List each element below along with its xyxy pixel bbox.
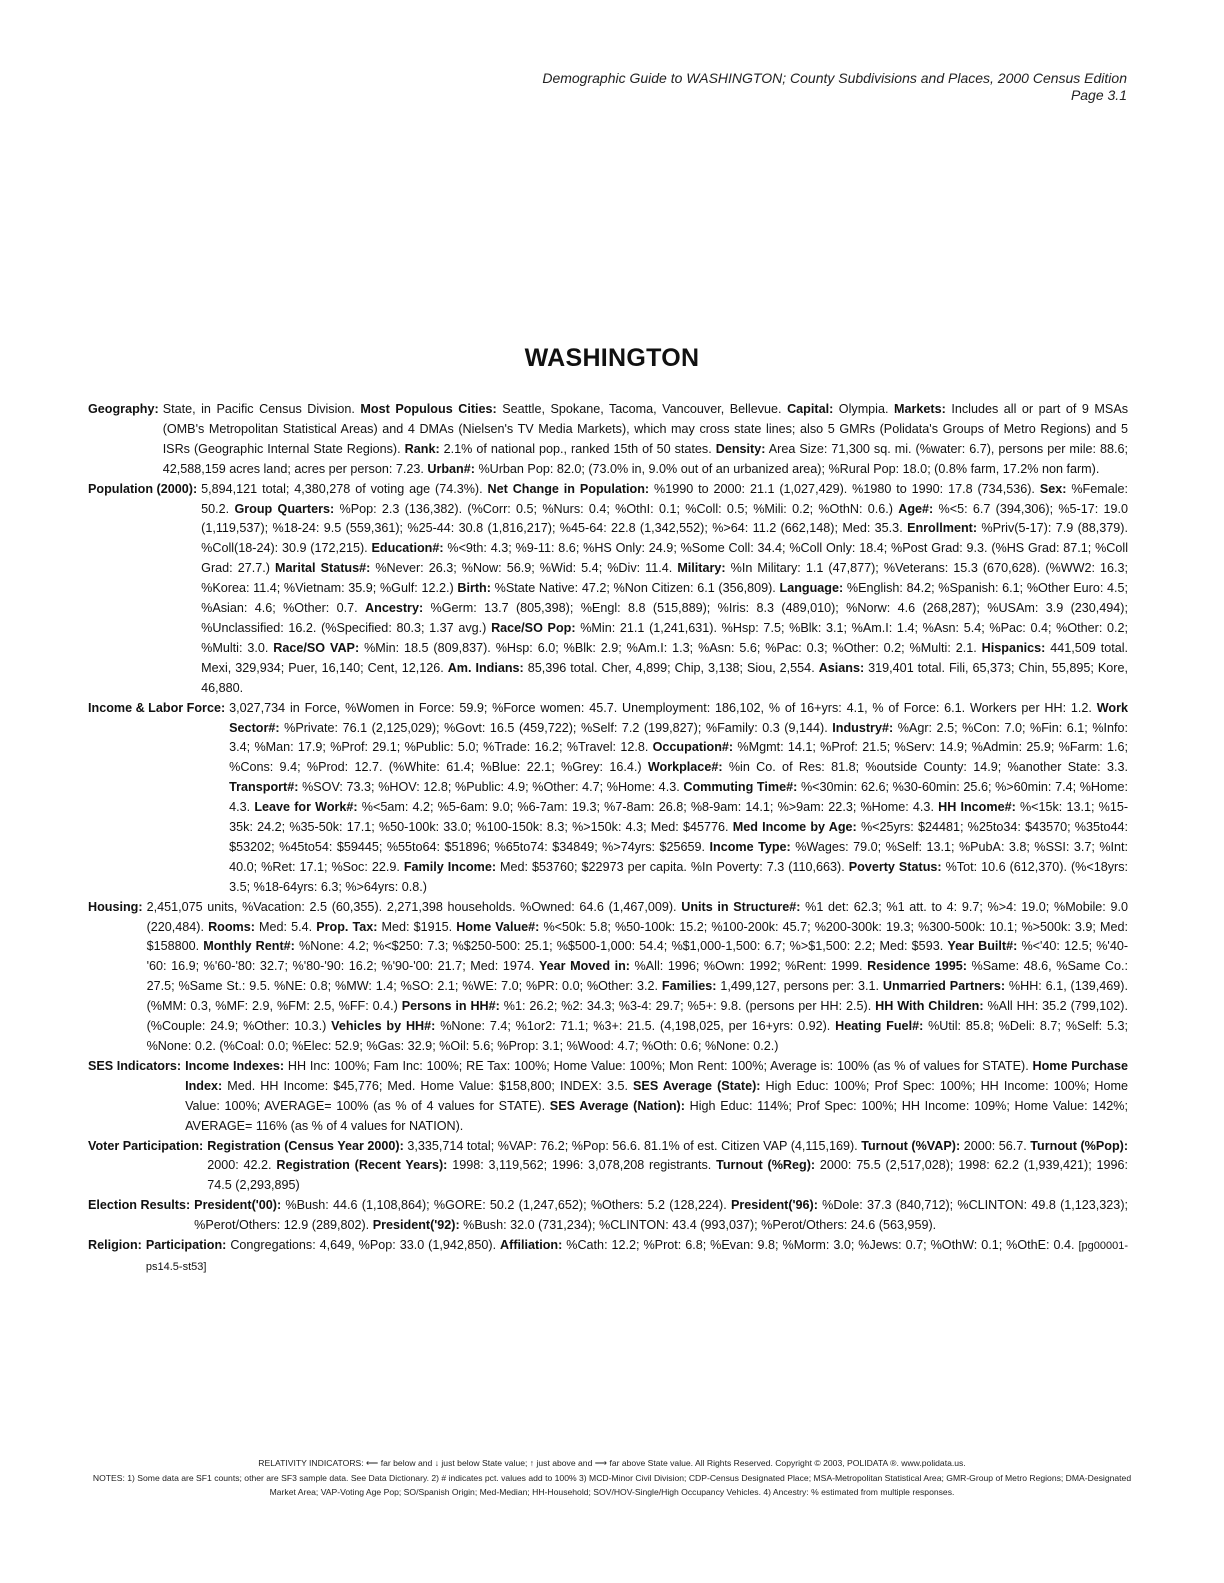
field-value: %1: 26.2; %2: 34.3; %3-4: 29.7; %5+: 9.8. (persons per HH: 2.5).: [503, 999, 872, 1014]
profile-body: [88, 400, 1128, 1278]
field-value: %Bush: 32.0 (731,234); %CLINTON: 43.4 (993,037); %Perot/Others: 24.6 (563,959).: [463, 1218, 937, 1233]
field-label: Race/SO VAP:: [273, 640, 360, 655]
field-label: Turnout (%VAP):: [861, 1138, 961, 1153]
field-value: %Female: 50.2.: [201, 481, 1129, 516]
field-value: %<9th: 4.3; %9-11: 8.6; %HS Only: 24.9; %Some Coll: 34.4; %Coll Only: 18.4; %Post Grad: 9.3. (%HS Grad: 87.1; %Coll Grad: 27.7.): [201, 541, 1129, 576]
field-value: Med: $53760; $22973 per capita. %In Poverty: 7.3 (110,663).: [500, 859, 845, 874]
section-ses: [88, 1057, 1128, 1137]
section-text: [146, 1236, 1128, 1278]
field-label: Participation:: [145, 1238, 227, 1253]
section-label: Population (2000):: [88, 481, 198, 496]
field-value: %Wages: 79.0; %Self: 13.1; %PubA: 3.8; %SSI: 3.7; %Int: 40.0; %Ret: 17.1; %Soc: 22.9.: [229, 839, 1129, 874]
field-value: %<5: 6.7 (394,306); %5-17: 19.0 (1,119,537); %18-24: 9.5 (559,361); %25-44: 30.8 (1,816,217); %45-64: 22.8 (1,342,552); %>64: 11.2 (662,148); Med: 35.3.: [201, 501, 1129, 536]
field-label: Registration (Census Year 2000):: [207, 1138, 404, 1153]
field-label: Enrollment:: [907, 521, 978, 536]
field-label: President('96):: [730, 1198, 818, 1213]
field-label: Group Quarters:: [234, 501, 335, 516]
field-value: %None: 4.2; %<$250: 7.3; %$250-500: 25.1; %$500-1,000: 54.4; %$1,000-1,500: 6.7; %>$1,500: 2.2; Med: $593.: [299, 939, 944, 954]
field-value: %<25yrs: $24481; %25to34: $43570; %35to44: $53202; %45to54: $59445; %55to64: $51896; %65to74: $34849; %>74yrs: $25659.: [229, 820, 1128, 854]
field-label: Military:: [677, 561, 726, 576]
field-label: Commuting Time#:: [683, 780, 798, 795]
field-value: %<30min: 62.6; %30-60min: 25.6; %>60min: 7.4; %Home: 4.3.: [229, 780, 1129, 815]
section-text: [194, 1196, 1128, 1236]
field-label: Med Income by Age:: [732, 820, 857, 835]
field-value: %None: 7.4; %1or2: 71.1; %3+: 21.5. (4,198,025, per 16+yrs: 0.92).: [440, 1019, 831, 1034]
field-value: %Cath: 12.2; %Prot: 6.8; %Evan: 9.8; %Morm: 3.0; %Jews: 0.7; %OthW: 0.1; %OthE: 0.4.: [566, 1238, 1075, 1253]
field-label: Monthly Rent#:: [203, 939, 295, 954]
section-housing: [88, 898, 1128, 1057]
field-label: Home Value#:: [456, 919, 540, 934]
field-label: Families:: [661, 979, 717, 994]
field-label: Registration (Recent Years):: [276, 1158, 448, 1173]
field-label: Prop. Tax:: [316, 919, 378, 934]
field-label: Occupation#:: [652, 740, 734, 755]
section-label: Housing:: [88, 899, 143, 914]
field-label: Sex:: [1039, 481, 1067, 496]
field-value: 1,499,127, persons per: 3.1.: [720, 979, 880, 994]
section-text: [229, 699, 1128, 898]
field-label: Residence 1995:: [867, 959, 967, 974]
field-value: 2000: 56.7.: [963, 1138, 1027, 1153]
field-label: Leave for Work#:: [254, 800, 358, 815]
field-label: Ancestry:: [365, 601, 424, 616]
footer-notes: NOTES: 1) Some data are SF1 counts; other are SF3 sample data. See Data Dictionary. 2) # indicates pct. values add to 100% 3) MCD-Minor Civil Division; CDP-Census Designated Place; MSA-Metropolitan Statistical Area; GMR-Group of Metro Regions; DMA-Designated Market Area; VAP-Voting Age Pop; SO/Spanish Origin; Med-Median; HH-Household; SOV/HOV-Single/High Occupancy Vehicles. 4) Ancestry: % estimated from multiple responses.: [92, 1472, 1132, 1497]
page-code: [pg00001-ps14.5-st53]: [145, 1240, 1129, 1273]
field-value: %Mgmt: 14.1; %Prof: 21.5; %Serv: 14.9; %Admin: 25.9; %Farm: 1.6; %Cons: 9.4; %Prod: 12.7. (%White: 61.4; %Blue: 22.1; %Grey: 16.4.): [229, 740, 1128, 775]
field-value: %All HH: 35.2 (799,102). (%Couple: 24.9; %Other: 10.3.): [146, 999, 1128, 1034]
field-label: President('92):: [372, 1218, 460, 1233]
field-value: 2.1% of national pop., ranked 15th of 50 states.: [443, 441, 712, 456]
section-voter: [88, 1137, 1128, 1197]
field-label: Affiliation:: [500, 1238, 563, 1253]
header-document-title: Demographic Guide to WASHINGTON; County Subdivisions and Places, 2000 Census Edition: [542, 70, 1127, 86]
section-label: Religion:: [88, 1238, 142, 1253]
field-value: %All: 1996; %Own: 1992; %Rent: 1999.: [634, 959, 863, 974]
section-text: [147, 898, 1128, 1057]
field-label: Home Purchase Index:: [185, 1058, 1129, 1093]
field-label: Income Indexes:: [185, 1058, 285, 1073]
section-text: [201, 480, 1128, 699]
field-value: 3,027,734 in Force, %Women in Force: 59.9; %Force women: 45.7. Unemployment: 186,102, % of 16+yrs: 4.1, % of Force: 6.1. Workers per HH: 1.2.: [229, 700, 1092, 715]
field-value: %Dole: 37.3 (840,712); %CLINTON: 49.8 (1,123,323); %Perot/Others: 12.9 (289,802).: [194, 1198, 1129, 1233]
field-label: Density:: [715, 441, 766, 456]
field-value: High Educ: 114%; Prof Spec: 100%; HH Income: 109%; Home Value: 142%; AVERAGE= 116% (as % of 4 values for NATION).: [185, 1098, 1128, 1133]
field-label: Income Type:: [709, 839, 791, 854]
field-value: High Educ: 100%; Prof Spec: 100%; HH Income: 100%; Home Value: 100%; AVERAGE= 100% (as % of 4 values for STATE).: [185, 1078, 1128, 1113]
field-value: %<50k: 5.8; %50-100k: 15.2; %100-200k: 45.7; %200-300k: 19.3; %300-500k: 10.1; %>500k: 3.9; Med: $158800.: [146, 919, 1128, 954]
field-label: Net Change in Population:: [487, 481, 650, 496]
field-label: Most Populous Cities:: [360, 402, 497, 416]
field-value: %Tot: 10.6 (612,370). (%<18yrs: 3.5; %18-64yrs: 6.3; %>64yrs: 0.8.): [229, 859, 1129, 894]
field-label: Unmarried Partners:: [882, 979, 1006, 994]
field-label: SES Average (State):: [633, 1078, 761, 1093]
field-label: Marital Status#:: [274, 561, 371, 576]
field-value: %Bush: 44.6 (1,108,864); %GORE: 50.2 (1,247,652); %Others: 5.2 (128,224).: [285, 1198, 727, 1213]
field-value: %Agr: 2.5; %Con: 7.0; %Fin: 6.1; %Info: 3.4; %Man: 17.9; %Prof: 29.1; %Public: 5.0; %Trade: 16.2; %Travel: 12.8.: [229, 720, 1129, 755]
field-value: %Never: 26.3; %Now: 56.9; %Wid: 5.4; %Div: 11.4.: [375, 561, 673, 576]
field-value: %Same: 48.6, %Same Co.: 27.5; %Same St.: 9.5. %NE: 0.8; %MW: 1.4; %SO: 2.1; %WE: 7.0; %PR: 0.0; %Other: 3.2.: [146, 959, 1129, 994]
field-value: 5,894,121 total; 4,380,278 of voting age (74.3%).: [201, 481, 483, 496]
field-label: Workplace#:: [647, 760, 723, 775]
field-value: 319,401 total. Fili, 65,373; Chin, 55,895; Kore, 46,880.: [201, 660, 1129, 695]
field-label: HH With Children:: [875, 999, 984, 1014]
field-value: %Min: 21.1 (1,241,631). %Hsp: 7.5; %Blk: 3.1; %Am.I: 1.4; %Asn: 5.4; %Pac: 0.4; %Other: 0.2; %Multi: 3.0.: [201, 620, 1129, 655]
field-value: %Germ: 13.7 (805,398); %Engl: 8.8 (515,889); %Iris: 8.3 (489,010); %Norw: 4.6 (268,287); %USAm: 3.9 (230,494); %Unclassified: 16.2. (%Specified: 80.3; 1.37 avg.): [201, 601, 1129, 635]
field-value: Congregations: 4,649, %Pop: 33.0 (1,942,850).: [230, 1238, 497, 1253]
field-value: %English: 84.2; %Spanish: 6.1; %Other Euro: 4.5; %Asian: 4.6; %Other: 0.7.: [201, 581, 1129, 616]
field-value: %Min: 18.5 (809,837). %Hsp: 6.0; %Blk: 2.9; %Am.I: 1.3; %Asn: 5.6; %Pac: 0.3; %Other: 0.2; %Multi: 2.1.: [364, 640, 977, 655]
field-value: Area Size: 71,300 sq. mi. (%water: 6.7), persons per mile: 88.6; 42,588,159 acres land; acres per person: 7.23.: [162, 441, 1129, 476]
field-value: %<15k: 13.1; %15-35k: 24.2; %35-50k: 17.1; %50-100k: 33.0; %100-150k: 8.3; %>150k: 4.3; Med: $45776.: [229, 800, 1129, 835]
field-label: Transport#:: [229, 780, 299, 795]
field-value: 441,509 total. Mexi, 329,934; Puer, 16,140; Cent, 12,126.: [201, 640, 1129, 675]
field-value: HH Inc: 100%; Fam Inc: 100%; RE Tax: 100%; Home Value: 100%; Mon Rent: 100%; Average is: 100% (as % of values for STATE).: [287, 1058, 1029, 1073]
field-value: %Private: 76.1 (2,125,029); %Govt: 16.5 (459,722); %Self: 7.2 (199,827); %Family: 0.3 (9,144).: [284, 720, 828, 735]
field-label: President('00):: [194, 1198, 282, 1213]
page-header: [542, 70, 1127, 104]
field-label: Rooms:: [208, 919, 255, 934]
field-value: State, in Pacific Census Division.: [162, 402, 355, 416]
field-value: %State Native: 47.2; %Non Citizen: 6.1 (356,809).: [494, 581, 776, 596]
field-value: %1990 to 2000: 21.1 (1,027,429). %1980 to 1990: 17.8 (734,536).: [654, 481, 1035, 496]
field-value: 2,451,075 units, %Vacation: 2.5 (60,355). 2,271,398 households. %Owned: 64.6 (1,467,009).: [146, 899, 677, 914]
field-label: Poverty Status:: [848, 859, 942, 874]
field-value: Olympia.: [838, 402, 889, 416]
section-label: Election Results:: [88, 1198, 191, 1213]
field-label: SES Average (Nation):: [549, 1098, 685, 1113]
field-label: Age#:: [898, 501, 934, 516]
field-value: 3,335,714 total; %VAP: 76.2; %Pop: 56.6. 81.1% of est. Citizen VAP (4,115,169).: [407, 1138, 858, 1153]
field-value: %<'40: 12.5; %'40-'60: 16.9; %'60-'80: 32.7; %'80-'90: 16.2; %'90-'00: 21.7; Med: 1974.: [146, 939, 1129, 974]
section-label: Voter Participation:: [88, 1138, 204, 1153]
field-value: %Util: 85.8; %Deli: 8.7; %Self: 5.3; %None: 0.2. (%Coal: 0.0; %Elec: 52.9; %Gas: 32.9; %Oil: 5.6; %Prop: 3.1; %Wood: 4.7; %Oth: 0.6; %None: 0.2.): [146, 1019, 1129, 1053]
header-page-number: Page 3.1: [1070, 87, 1127, 103]
field-label: Language:: [779, 581, 844, 596]
field-label: Capital:: [787, 402, 834, 416]
field-label: Urban#:: [427, 461, 475, 476]
field-value: 85,396 total. Cher, 4,899; Chip, 3,138; Siou, 2,554.: [527, 660, 815, 675]
field-value: %<5am: 4.2; %5-6am: 9.0; %6-7am: 19.3; %7-8am: 26.8; %8-9am: 14.1; %>9am: 22.3; %Home: 4.3.: [361, 800, 934, 815]
field-value: %Urban Pop: 82.0; (73.0% in, 9.0% out of an urbanized area); %Rural Pop: 18.0; (0.8% farm, 17.2% non farm).: [478, 461, 1100, 476]
section-text: [163, 400, 1128, 480]
field-value: %SOV: 73.3; %HOV: 12.8; %Public: 4.9; %Other: 4.7; %Home: 4.3.: [302, 780, 680, 795]
field-label: Heating Fuel#:: [835, 1019, 924, 1034]
section-label: Income & Labor Force:: [88, 700, 226, 715]
page-footer: [90, 1456, 1134, 1500]
field-value: %Pop: 2.3 (136,382). (%Corr: 0.5; %Nurs: 0.4; %OthI: 0.1; %Coll: 0.5; %Mili: 0.2; %OthN: 0.6.): [339, 501, 893, 516]
section-text: [207, 1137, 1128, 1197]
field-label: Asians:: [818, 660, 865, 675]
page-title: WASHINGTON: [524, 344, 700, 372]
field-value: %HH: 6.1, (139,469). (%MM: 0.3, %MF: 2.9, %FM: 2.5, %FF: 0.4.): [146, 979, 1128, 1014]
section-election: [88, 1196, 1128, 1236]
field-label: Persons in HH#:: [401, 999, 500, 1014]
field-label: Units in Structure#:: [681, 899, 801, 914]
section-income: [88, 699, 1128, 898]
field-value: Med. HH Income: $45,776; Med. Home Value: $158,800; INDEX: 3.5.: [227, 1078, 628, 1093]
relativity-indicators-note: RELATIVITY INDICATORS: ⟵ far below and ↓ just below State value; ↑ just above and ⟶ far above State value. All Rights Reserved. Copyright © 2003, POLIDATA ®. www.polidata.us.: [258, 1458, 966, 1468]
field-label: Am. Indians:: [447, 660, 524, 675]
section-religion: [88, 1236, 1128, 1278]
field-label: Work Sector#:: [229, 700, 1129, 735]
field-value: %In Military: 1.1 (47,877); %Veterans: 15.3 (670,628). (%WW2: 16.3; %Korea: 11.4; %Vietnam: 35.9; %Gulf: 12.2.): [201, 561, 1129, 596]
field-value: Includes all or part of 9 MSAs (OMB's Metropolitan Statistical Areas) and 4 DMAs (Nielsen's TV Media Markets), which may cross state lines; also 5 GMRs (Polidata's Groups of Metro Regions) and 5 ISRs (Geographic Internal State Regions).: [162, 402, 1129, 456]
field-value: %in Co. of Res: 81.8; %outside County: 14.9; %another State: 3.3.: [728, 760, 1128, 775]
field-label: Year Built#:: [947, 939, 1018, 954]
field-label: Vehicles by HH#:: [331, 1019, 436, 1034]
field-value: 2000: 75.5 (2,517,028); 1998: 62.2 (1,939,421); 1996: 74.5 (2,293,895): [207, 1158, 1129, 1193]
section-geography: [88, 400, 1128, 480]
field-value: %Priv(5-17): 7.9 (88,379). %Coll(18-24): 30.9 (172,215).: [201, 521, 1128, 556]
field-label: Hispanics:: [981, 640, 1046, 655]
field-label: Turnout (%Pop):: [1030, 1138, 1129, 1153]
field-value: Seattle, Spokane, Tacoma, Vancouver, Bellevue.: [502, 402, 782, 416]
field-label: Race/SO Pop:: [491, 620, 576, 635]
field-label: Rank:: [404, 441, 440, 456]
field-label: Education#:: [371, 541, 444, 556]
field-label: Family Income:: [403, 859, 497, 874]
section-text: [185, 1057, 1128, 1137]
section-label: Geography:: [88, 402, 159, 416]
field-value: 2000: 42.2.: [207, 1158, 272, 1173]
field-value: %1 det: 62.3; %1 att. to 4: 9.7; %>4: 19.0; %Mobile: 9.0 (220,484).: [146, 899, 1128, 934]
field-label: Turnout (%Reg):: [716, 1158, 816, 1173]
field-value: Med: $1915.: [381, 919, 453, 934]
section-population: [88, 480, 1128, 699]
field-value: 1998: 3,119,562; 1996: 3,078,208 registrants.: [452, 1158, 712, 1173]
field-label: Year Moved in:: [538, 959, 630, 974]
section-label: SES Indicators:: [88, 1058, 182, 1073]
field-label: Birth:: [457, 581, 491, 596]
field-label: HH Income#:: [938, 800, 1016, 815]
field-label: Industry#:: [832, 720, 894, 735]
field-label: Markets:: [894, 402, 946, 416]
field-value: Med: 5.4.: [259, 919, 313, 934]
